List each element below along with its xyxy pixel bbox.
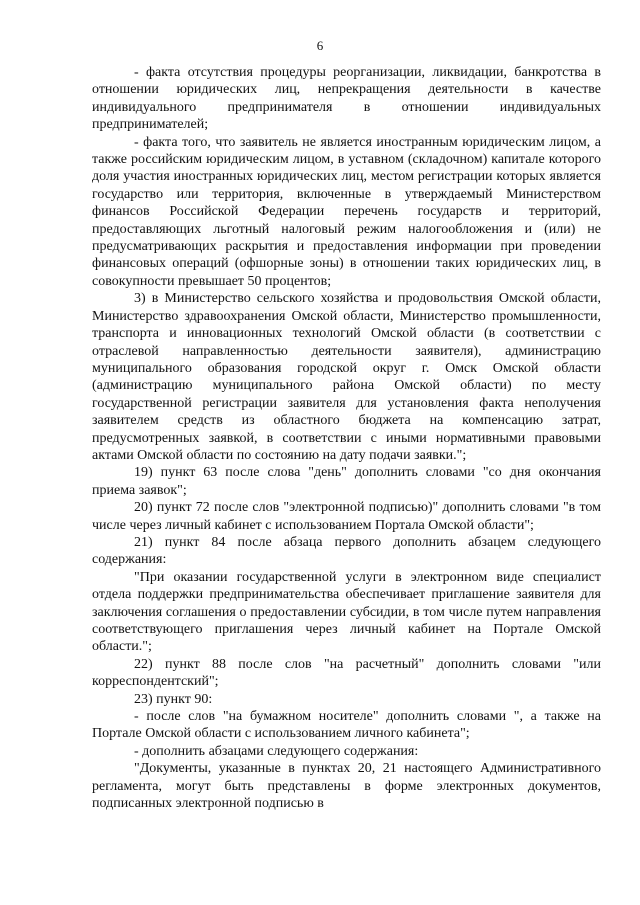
paragraph-quoted-electronic-service: "При оказании государственной услуги в электронном виде специалист отдела поддержки предпринимательства обеспечивает приглашение заявителя для заключения соглашения о предоставлении субсидии, в том числе путем направления соответствующего приглашения через личный кабинет на Портале Омской области.";	[92, 569, 601, 655]
paragraph-fact-not-foreign-entity: - факта того, что заявитель не является иностранным юридическим лицом, а также российским юридическим лицом, в уставном (складочном) капитале которого доля участия иностранных юридических лиц, местом регистрации которых является государство или территория, включенные в утверждаемый Министерством финансов Российской Федерации перечень государств и территорий, предоставляющих льготный налоговый режим налогообложения и (или) не предусматривающих раскрытия и предоставления информации при проведении финансовых операций (офшорные зоны) в отношении таких юридических лиц, в совокупности превышает 50 процентов;	[92, 134, 601, 289]
paragraph-item-23-amendment-2: - дополнить абзацами следующего содержания:	[134, 743, 419, 759]
paragraph-item-3-ministries: 3) в Министерство сельского хозяйства и продовольствия Омской области, Министерство здравоохранения Омской области, Министерство промышленности, транспорта и инновационных технологий Омской области (в соответствии с отраслевой направленностью деятельности заявителя), администрацию муниципального образования городской округ г. Омск Омской области (администрацию муниципального района Омской области) по месту государственной регистрации заявителя для установления факта неполучения заявителем средств из областного бюджета на компенсацию затрат, предусмотренных заявкой, в соответствии с иными нормативными правовыми актами Омской области по состоянию на дату подачи заявки.";	[92, 291, 601, 463]
page-number: 6	[316, 38, 324, 53]
paragraph-quoted-documents: "Документы, указанные в пунктах 20, 21 настоящего Административного регламента, могут быть представлены в форме электронных документов, подписанных электронной подписью в	[92, 761, 601, 812]
paragraph-item-22: 22) пункт 88 после слов "на расчетный" дополнить словами "или корреспондентский";	[92, 656, 601, 690]
paragraph-item-23: 23) пункт 90:	[134, 691, 213, 707]
document-body	[92, 64, 601, 812]
paragraph-fact-no-reorganization: - факта отсутствия процедуры реорганизации, ликвидации, банкротства в отношении юридических лиц, непрекращения деятельности в качестве индивидуального предпринимателя в отношении индивидуальных предпринимателей;	[92, 65, 601, 133]
paragraph-item-19: 19) пункт 63 после слова "день" дополнить словами "со дня окончания приема заявок";	[92, 465, 601, 498]
paragraph-item-23-amendment-1: - после слов "на бумажном носителе" дополнить словами ", а также на Портале Омской области с использованием личного кабинета";	[92, 709, 601, 742]
paragraph-item-20: 20) пункт 72 после слов "электронной подписью)" дополнить словами "в том числе через личный кабинет с использованием Портала Омской области";	[92, 500, 601, 533]
paragraph-item-21: 21) пункт 84 после абзаца первого дополнить абзацем следующего содержания:	[92, 534, 601, 568]
